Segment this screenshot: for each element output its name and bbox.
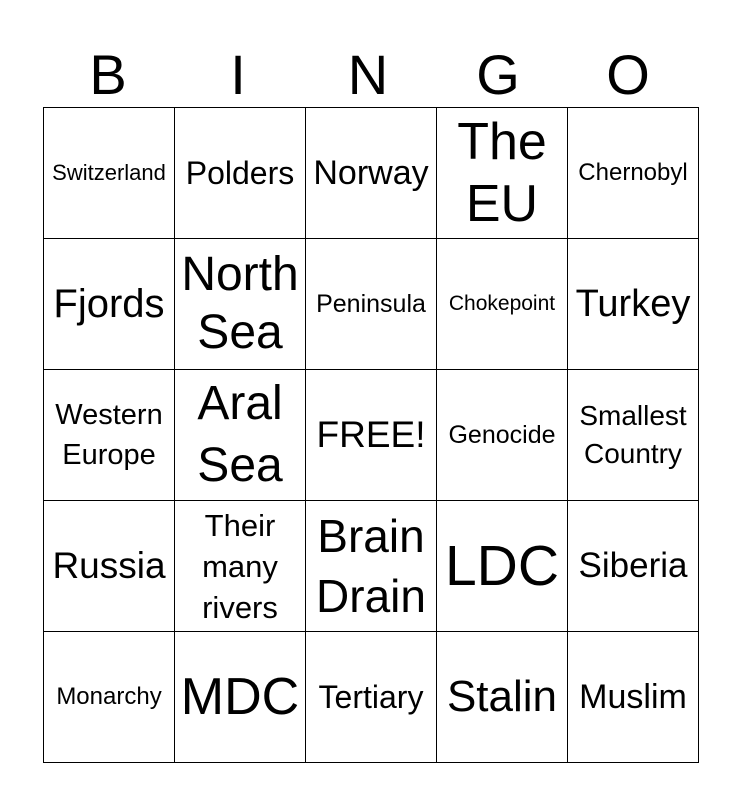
cell-label: Norway [313, 154, 429, 192]
bingo-cell [175, 501, 306, 632]
bingo-cell [44, 370, 175, 501]
cell-label: Western Europe [55, 399, 163, 471]
bingo-cell [306, 370, 437, 501]
cell-label: The EU [457, 113, 547, 233]
board-row [44, 632, 699, 763]
cell-label: Chokepoint [448, 292, 556, 315]
board-row [44, 239, 699, 370]
board-row [44, 108, 699, 239]
bingo-cell [568, 370, 699, 501]
bingo-cell [44, 501, 175, 632]
bingo-cell [568, 501, 699, 632]
cell-label: Their many rivers [202, 507, 278, 625]
board-row [44, 501, 699, 632]
cell-label: Stalin [446, 672, 558, 721]
bingo-cell [568, 239, 699, 370]
bingo-cell [44, 632, 175, 763]
header-letter-b: B [89, 43, 127, 106]
cell-label: Peninsula [316, 290, 426, 318]
cell-label: Tertiary [318, 679, 424, 715]
bingo-cell [437, 632, 568, 763]
header-letter-n: N [347, 43, 389, 106]
header-letter-o: O [606, 43, 650, 106]
cell-label: Brain Drain [316, 510, 426, 622]
header-letter-g: G [476, 43, 520, 106]
bingo-cell [437, 108, 568, 239]
bingo-header [43, 44, 693, 106]
bingo-cell [306, 239, 437, 370]
cell-label: Turkey [575, 283, 691, 325]
header-letter-i: I [230, 43, 246, 106]
bingo-cell [306, 632, 437, 763]
bingo-cell [175, 108, 306, 239]
cell-label: LDC [444, 534, 560, 598]
bingo-cell [568, 108, 699, 239]
bingo-cell [568, 632, 699, 763]
cell-label: Siberia [578, 546, 688, 585]
bingo-cell [175, 632, 306, 763]
bingo-cell [306, 501, 437, 632]
cell-label: Smallest Country [579, 400, 687, 469]
bingo-cell [437, 501, 568, 632]
bingo-board [43, 107, 699, 763]
cell-label: Fjords [53, 282, 165, 326]
bingo-cell [306, 108, 437, 239]
bingo-cell [44, 108, 175, 239]
cell-label: Chernobyl [578, 159, 688, 186]
cell-label: North Sea [181, 248, 299, 359]
bingo-cell [437, 239, 568, 370]
bingo-cell [175, 239, 306, 370]
cell-label: Genocide [448, 421, 556, 449]
cell-label: Russia [52, 545, 166, 586]
bingo-cell [175, 370, 306, 501]
cell-label: Aral Sea [197, 377, 283, 492]
cell-label: MDC [180, 668, 300, 726]
cell-label: Switzerland [52, 160, 166, 185]
bingo-cell [437, 370, 568, 501]
cell-label: Polders [185, 155, 295, 191]
board-row [44, 370, 699, 501]
cell-label: FREE! [316, 414, 426, 455]
cell-label: Muslim [579, 678, 687, 716]
cell-label: Monarchy [56, 683, 162, 710]
bingo-cell [44, 239, 175, 370]
